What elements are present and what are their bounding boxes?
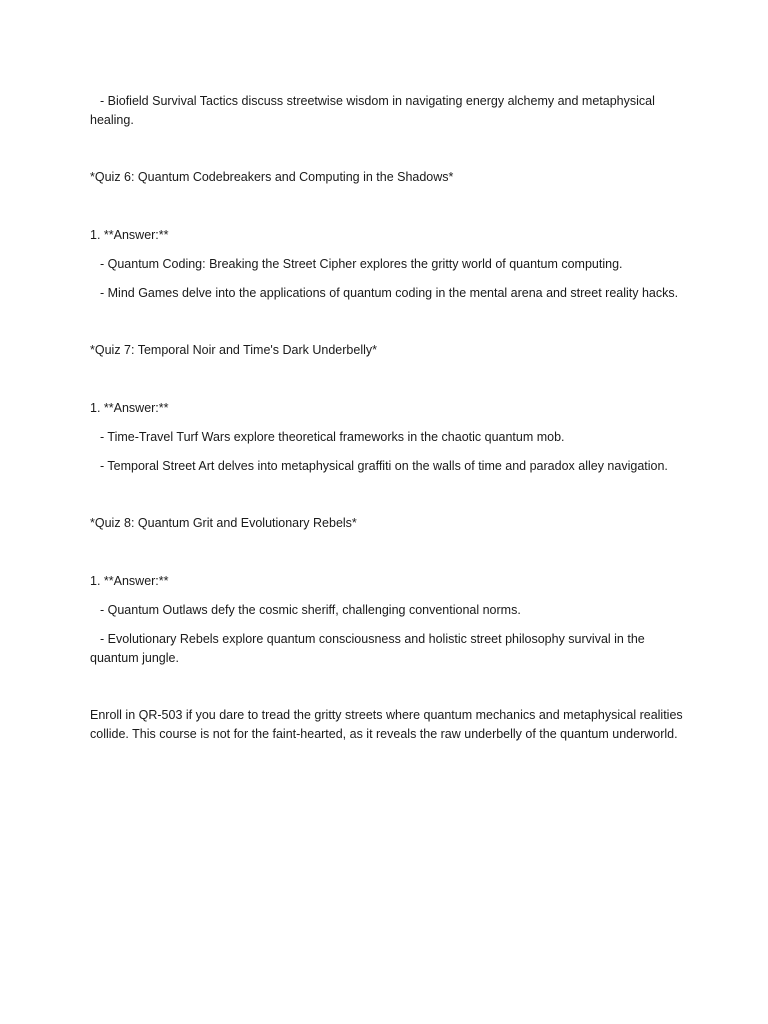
quiz-6-bullet-2: - Mind Games delve into the applications of quantum coding in the mental arena and street reality hacks.: [100, 286, 679, 300]
quiz-6-answer-label: 1. **Answer:**: [90, 228, 169, 242]
quiz-7-bullet-2: - Temporal Street Art delves into metaphysical graffiti on the walls of time and paradox alley navigation.: [100, 459, 668, 473]
quiz-7-answer-label: 1. **Answer:**: [90, 401, 169, 415]
document-page: [90, 92, 690, 744]
quiz-8-heading: *Quiz 8: Quantum Grit and Evolutionary Rebels*: [90, 516, 357, 530]
quiz-8-bullet-1: - Quantum Outlaws defy the cosmic sheriff, challenging conventional norms.: [100, 603, 521, 617]
quiz-7-heading: *Quiz 7: Temporal Noir and Time's Dark Underbelly*: [90, 343, 377, 357]
enrollment-paragraph: Enroll in QR-503 if you dare to tread the gritty streets where quantum mechanics and metaphysical realities collide. This course is not for the faint-hearted, as it reveals the raw underbelly of the quantum underworld.: [90, 708, 683, 741]
quiz-8-answer-label: 1. **Answer:**: [90, 574, 169, 588]
quiz-8-bullet-2: - Evolutionary Rebels explore quantum consciousness and holistic street philosophy survival in the quantum jungle.: [90, 632, 645, 665]
quiz-6-bullet-1: - Quantum Coding: Breaking the Street Cipher explores the gritty world of quantum computing.: [100, 257, 623, 271]
quiz-7-bullet-1: - Time-Travel Turf Wars explore theoretical frameworks in the chaotic quantum mob.: [100, 430, 565, 444]
biofield-bullet: - Biofield Survival Tactics discuss streetwise wisdom in navigating energy alchemy and metaphysical healing.: [90, 94, 655, 127]
quiz-6-heading: *Quiz 6: Quantum Codebreakers and Computing in the Shadows*: [90, 170, 454, 184]
